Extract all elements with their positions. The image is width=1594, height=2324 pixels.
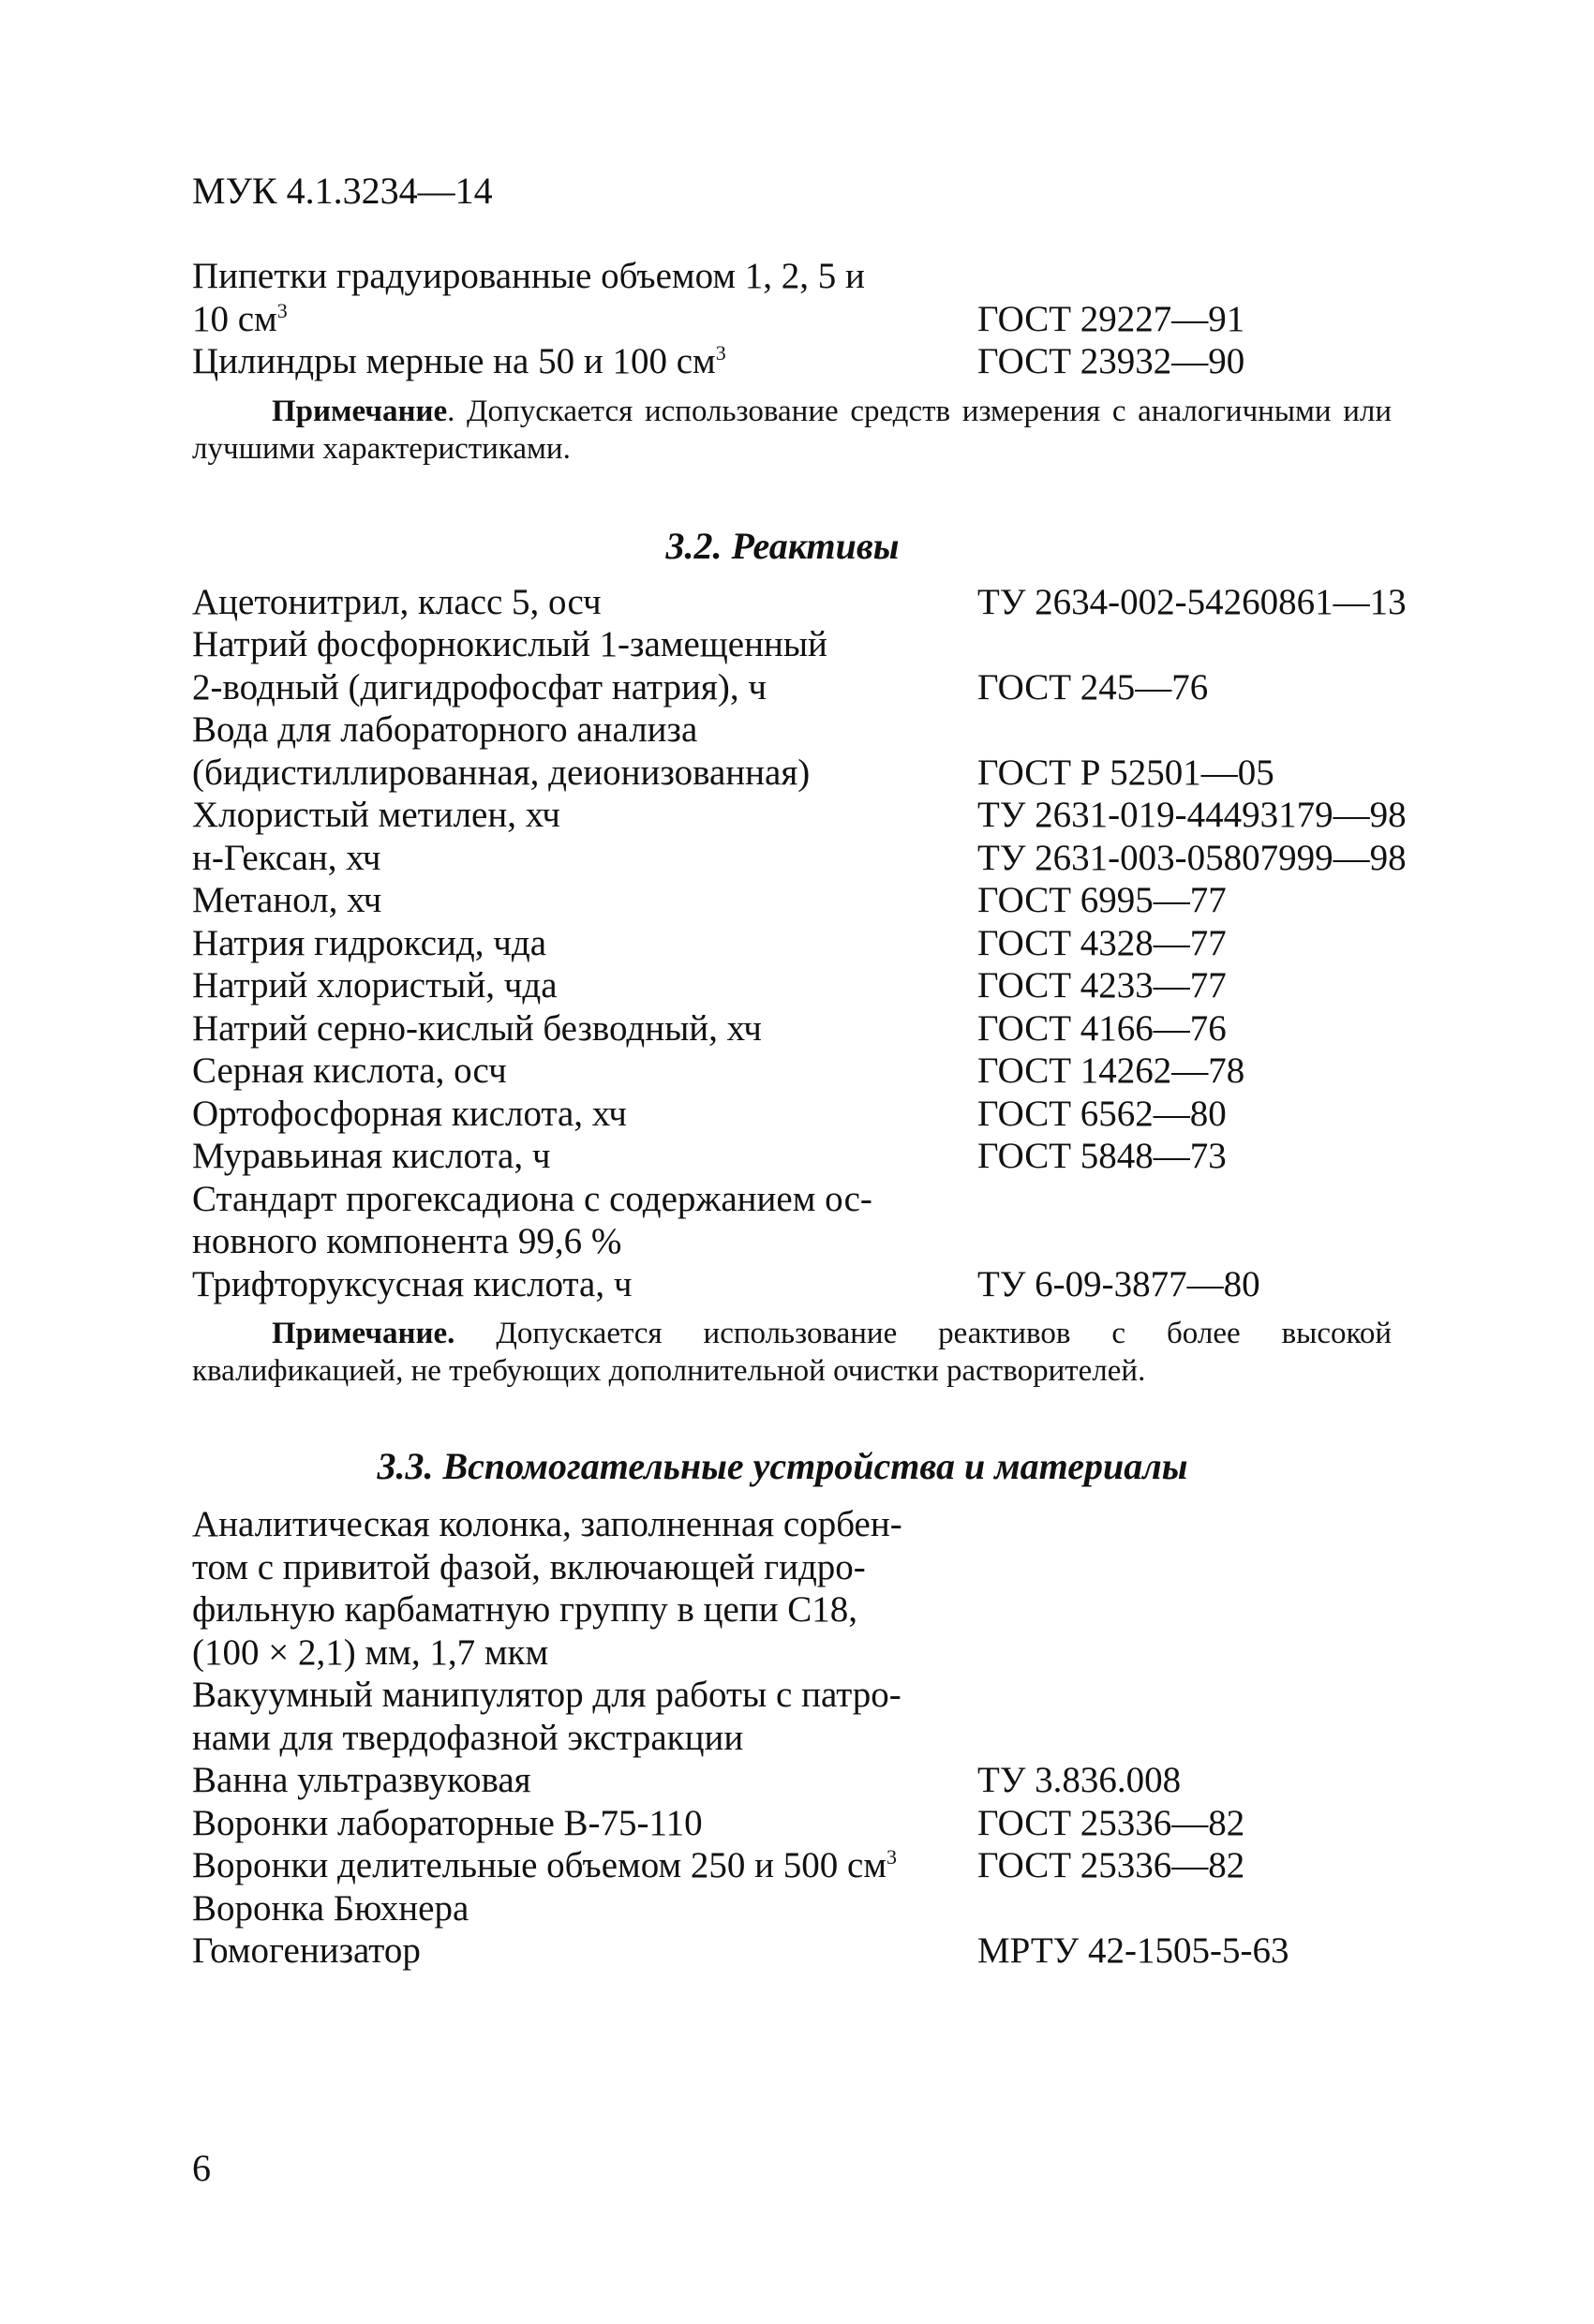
item-standard: ГОСТ 25336—82 (977, 1845, 1245, 1885)
list-item (192, 1050, 1429, 1093)
item-name: Воронки делительные объемом 250 и 500 см (192, 1845, 886, 1885)
item-name: Метанол, хч (192, 880, 382, 920)
item-standard: ТУ 2634-002-54260861—13 (977, 581, 1407, 622)
page-number: 6 (192, 2147, 211, 2189)
item-standard (977, 255, 1429, 298)
item-name: Стандарт прогексадиона с содержанием ос- (192, 1178, 872, 1219)
list-item (192, 1007, 1429, 1050)
list-item (192, 752, 1429, 795)
item-name: Цилиндры мерные на 50 и 100 см (192, 341, 716, 381)
item-name: Ортофосфорная кислота, хч (192, 1093, 627, 1134)
item-standard: ГОСТ 4233—77 (977, 965, 1227, 1006)
item-name: фильную карбаматную группу в цепи С18, (192, 1589, 858, 1630)
list-item (192, 1802, 1429, 1845)
item-name: Воронка Бюхнера (192, 1887, 469, 1929)
item-standard (977, 1717, 1429, 1760)
list-item (192, 1503, 1429, 1546)
list-item (192, 1588, 1429, 1631)
document-header: МУК 4.1.3234—14 (192, 170, 493, 212)
section-title-reagents: 3.2. Реактивы (665, 524, 900, 567)
note-paragraph (192, 1315, 1392, 1390)
item-name: н-Гексан, хч (192, 837, 381, 878)
item-name-sup: 3 (276, 298, 288, 322)
item-standard: ТУ 6-09-3877—80 (977, 1263, 1260, 1304)
item-name: том с привитой фазой, включающей гидро- (192, 1546, 866, 1587)
item-standard: ГОСТ 14262—78 (977, 1050, 1245, 1091)
item-name: Воронки лабораторные В-75-110 (192, 1802, 703, 1843)
note-text: . Допускается использование средств измерения с аналогичными или лучшими характеристиками. (192, 394, 1392, 466)
list-item (192, 1546, 1429, 1589)
item-standard (977, 1674, 1429, 1717)
list-item (192, 1844, 1429, 1887)
list-item (192, 964, 1429, 1007)
item-standard: ГОСТ 4166—76 (977, 1007, 1227, 1049)
item-name: Ацетонитрил, класс 5, осч (192, 581, 602, 622)
item-standard: ГОСТ 6995—77 (977, 880, 1227, 920)
item-name: Вакуумный манипулятор для работы с патро- (192, 1675, 901, 1715)
note-paragraph (192, 393, 1392, 468)
item-standard: ТУ 3.836.008 (977, 1760, 1182, 1800)
reagents-list (192, 581, 1429, 1306)
list-item (192, 340, 1429, 383)
item-name: Серная кислота, осч (192, 1050, 507, 1091)
item-standard: ГОСТ 5848—73 (977, 1136, 1227, 1176)
item-name: Натрий серно-кислый безводный, хч (192, 1007, 762, 1049)
item-name: новного компонента 99,6 % (192, 1221, 622, 1261)
item-name: Хлористый метилен, хч (192, 795, 560, 835)
item-standard (977, 1588, 1429, 1631)
list-item (192, 1093, 1429, 1136)
item-standard: МРТУ 42-1505-5-63 (977, 1930, 1289, 1971)
item-name: Вода для лабораторного анализа (192, 709, 698, 750)
item-name: 2-водный (дигидрофосфат натрия), ч (192, 666, 767, 708)
list-item (192, 1220, 1429, 1263)
list-item (192, 1674, 1429, 1717)
list-item (192, 879, 1429, 922)
item-name: (100 × 2,1) мм, 1,7 мкм (192, 1631, 549, 1673)
item-standard: ТУ 2631-019-44493179—98 (977, 795, 1407, 835)
list-item (192, 1631, 1429, 1675)
list-item (192, 1135, 1429, 1178)
item-name: (бидистиллированная, деионизованная) (192, 752, 811, 793)
list-item (192, 298, 1429, 341)
section-title-auxiliary: 3.3. Вспомогательные устройства и материалы (377, 1445, 1188, 1487)
list-item (192, 922, 1429, 965)
item-standard (977, 1887, 1429, 1930)
list-item (192, 794, 1429, 837)
auxiliary-list (192, 1503, 1429, 1973)
item-standard: ГОСТ 6562—80 (977, 1093, 1227, 1134)
document-page (192, 169, 1429, 1973)
item-standard: ГОСТ 245—76 (977, 666, 1209, 708)
equipment-list (192, 255, 1429, 383)
item-name-sup: 3 (886, 1845, 897, 1869)
item-standard: ГОСТ 25336—82 (977, 1802, 1245, 1843)
note-label: Примечание. (272, 1317, 455, 1350)
item-standard (977, 623, 1429, 666)
list-item (192, 1929, 1429, 1973)
list-item (192, 1263, 1429, 1306)
item-standard (977, 1178, 1429, 1221)
note-label: Примечание (272, 394, 448, 428)
item-standard: ТУ 2631-003-05807999—98 (977, 837, 1407, 878)
item-standard: ГОСТ Р 52501—05 (977, 752, 1274, 793)
list-item (192, 1887, 1429, 1930)
list-item (192, 1717, 1429, 1760)
item-name: 10 см (192, 298, 277, 339)
list-item (192, 708, 1429, 752)
list-item (192, 581, 1429, 624)
item-name: Пипетки градуированные объемом 1, 2, 5 и (192, 256, 865, 296)
item-name: Натрий фосфорнокислый 1-замещенный (192, 624, 827, 664)
item-standard: ГОСТ 23932—90 (977, 341, 1245, 381)
list-item (192, 623, 1429, 666)
item-name: Натрий хлористый, чда (192, 965, 558, 1006)
item-name: Муравьиная кислота, ч (192, 1136, 551, 1176)
item-name: Натрия гидроксид, чда (192, 922, 547, 963)
item-name-sup: 3 (715, 341, 726, 365)
item-standard: ГОСТ 4328—77 (977, 922, 1227, 963)
item-name: нами для твердофазной экстракции (192, 1717, 744, 1758)
item-standard: ГОСТ 29227—91 (977, 298, 1245, 339)
list-item (192, 666, 1429, 709)
item-standard (977, 708, 1429, 752)
item-standard (977, 1503, 1429, 1546)
item-standard (977, 1631, 1429, 1675)
list-item (192, 837, 1429, 880)
item-name: Аналитическая колонка, заполненная сорбен- (192, 1504, 902, 1544)
list-item (192, 1178, 1429, 1221)
item-name: Трифторуксусная кислота, ч (192, 1263, 633, 1304)
list-item (192, 255, 1429, 298)
item-name: Ванна ультразвуковая (192, 1760, 531, 1800)
note-text: Допускается использование реактивов с более высокой квалификацией, не требующих дополнительной очистки растворителей. (192, 1317, 1392, 1388)
list-item (192, 1759, 1429, 1802)
item-standard (977, 1220, 1429, 1263)
item-name: Гомогенизатор (192, 1930, 421, 1971)
item-standard (977, 1546, 1429, 1589)
